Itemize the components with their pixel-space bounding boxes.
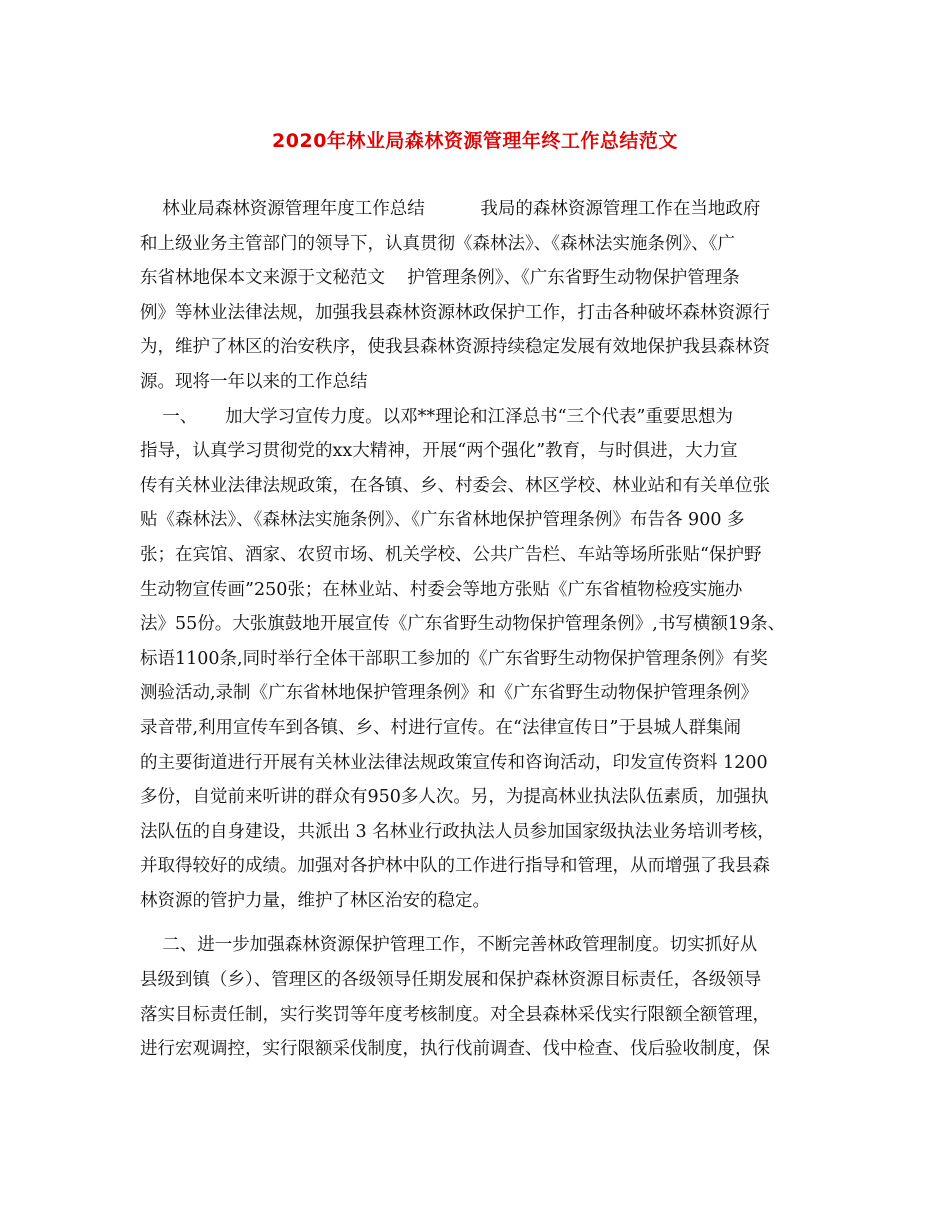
paragraph-2 [140,400,820,919]
text-line: 测验活动,录制《广东省林地保护管理条例》和《广东省野生动物保护管理条例》 [140,683,759,704]
text-line: 林业局森林资源管理年度工作总结 我局的森林资源管理工作在当地政府 [140,199,761,219]
text-line: 二、进一步加强森林资源保护管理工作，不断完善林政管理制度。切实抓好从 [140,935,758,956]
paragraph-1 [140,192,820,400]
text-line: 例》等林业法律法规，加强我县森林资源林政保护工作，打击各种破坏森林资源行 [140,302,770,323]
text-line: 法》55份。大张旗鼓地开展宣传《广东省野生动物保护管理条例》,书写横额19条、 [140,614,786,635]
text-line: 源。现将一年以来的工作总结 [140,371,368,392]
text-line: 传有关林业法律法规政策，在各镇、乡、村委会、林区学校、林业站和有关单位张 [140,475,770,496]
text-line: 为，维护了林区的治安秩序，使我县森林资源持续稳定发展有效地保护我县森林资 [140,337,770,358]
text-line: 的主要街道进行开展有关林业法律法规政策宣传和咨询活动，印发宣传资料 1200 [140,752,768,773]
text-line: 贴《森林法》、《森林法实施条例》、《广东省林地保护管理条例》布告各 900 多 [140,510,745,531]
text-line: 生动物宣传画”250张；在林业站、村委会等地方张贴《广东省植物检疫实施办 [140,579,743,600]
paragraph-3 [140,928,820,1066]
text-line: 指导，认真学习贯彻党的xx大精神，开展“两个强化”教育，与时俱进，大力宣 [140,441,738,462]
text-line: 并取得较好的成绩。加强对各护林中队的工作进行指导和管理，从而增强了我县森 [140,856,770,877]
paragraph-spacer [140,918,820,928]
document-title: 2020年林业局森林资源管理年终工作总结范文 [272,130,678,152]
text-line: 录音带,利用宣传车到各镇、乡、村进行宣传。在“法律宣传日”于县城人群集闹 [140,717,741,738]
text-line: 法队伍的自身建设，共派出 3 名林业行政执法人员参加国家级执法业务培训考核， [140,821,775,842]
text-line: 标语1100条,同时举行全体干部职工参加的《广东省野生动物保护管理条例》有奖 [140,648,768,669]
text-line: 东省林地保本文来源于文秘范文 护管理条例》、《广东省野生动物保护管理条 [140,268,740,289]
text-line: 落实目标责任制，实行奖罚等年度考核制度。对全县森林采伐实行限额全额管理， [140,1004,770,1025]
text-line: 进行宏观调控，实行限额采伐制度，执行伐前调查、伐中检查、伐后验收制度，保 [140,1039,770,1060]
text-line: 和上级业务主管部门的领导下，认真贯彻《森林法》、《森林法实施条例》、《广 [140,233,735,254]
text-line: 县级到镇（乡）、管理区的各级领导任期发展和保护森林资源目标责任，各级领导 [140,970,762,991]
text-line: 多份，自觉前来听讲的群众有950多人次。另，为提高林业执法队伍素质，加强执 [140,787,769,808]
text-line: 张；在宾馆、酒家、农贸市场、机关学校、公共广告栏、车站等场所张贴“保护野 [140,544,762,565]
text-line: 一、 加大学习宣传力度。以邓**理论和江泽总书“三个代表”重要思想为 [140,406,733,427]
document-body [140,192,820,1067]
text-line: 林资源的管护力量，维护了林区治安的稳定。 [140,890,490,911]
